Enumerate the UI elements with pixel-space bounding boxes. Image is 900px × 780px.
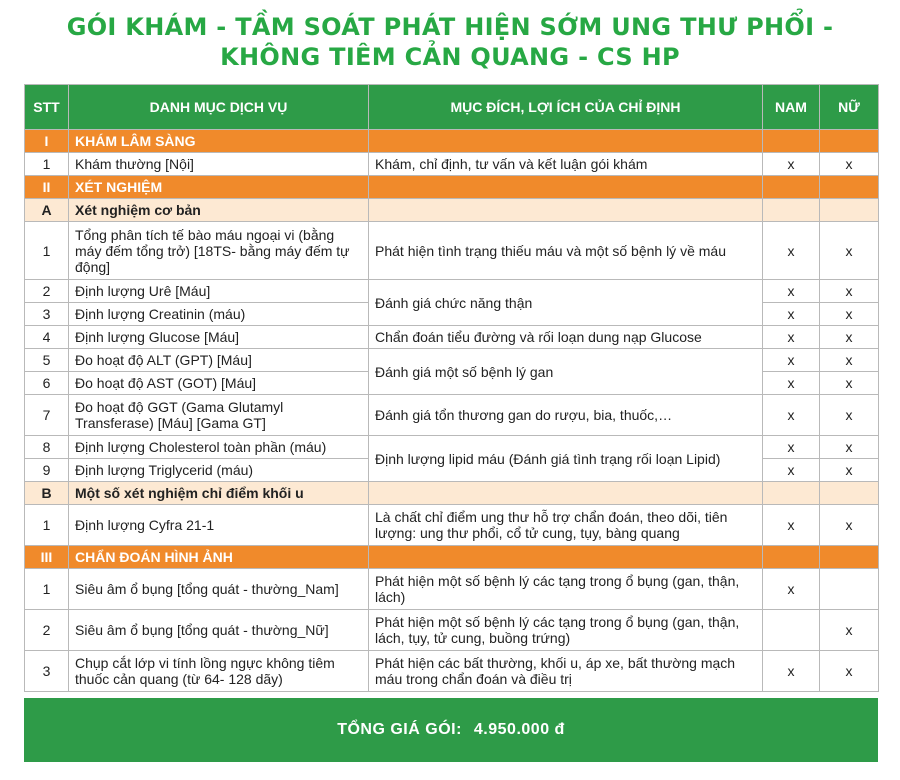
section-title: KHÁM LÂM SÀNG: [69, 130, 369, 153]
row-service: Định lượng Glucose [Máu]: [69, 326, 369, 349]
header-purpose: MỤC ĐÍCH, LỢI ÍCH CỦA CHỈ ĐỊNH: [369, 85, 763, 130]
row-male-mark: x: [763, 326, 820, 349]
row-male-mark: x: [763, 505, 820, 546]
table-row: [25, 651, 879, 692]
row-purpose: Phát hiện một số bệnh lý các tạng trong ổ bụng (gan, thận, lách, tụy, tử cung, buồng trứng): [369, 610, 763, 651]
header-male: NAM: [763, 85, 820, 130]
header-stt: STT: [25, 85, 69, 130]
section-row: [25, 130, 879, 153]
row-female-mark: x: [820, 280, 879, 303]
title-line-2: KHÔNG TIÊM CẢN QUANG - CS HP: [220, 43, 680, 71]
row-service: Định lượng Cyfra 21-1: [69, 505, 369, 546]
row-service: Định lượng Triglycerid (máu): [69, 459, 369, 482]
subsection-number: A: [25, 199, 69, 222]
row-male-mark: x: [763, 395, 820, 436]
row-purpose: Phát hiện tình trạng thiếu máu và một số bệnh lý về máu: [369, 222, 763, 280]
table-row: [25, 569, 879, 610]
row-male-mark: x: [763, 436, 820, 459]
table-row: [25, 349, 879, 372]
header-service: DANH MỤC DỊCH VỤ: [69, 85, 369, 130]
row-female-mark: x: [820, 395, 879, 436]
table-row: [25, 505, 879, 546]
row-purpose: Phát hiện một số bệnh lý các tạng trong ổ bụng (gan, thận, lách): [369, 569, 763, 610]
row-male-mark: [763, 610, 820, 651]
row-purpose: Phát hiện các bất thường, khối u, áp xe, bất thường mạch máu trong chẩn đoán và điều trị: [369, 651, 763, 692]
row-female-mark: x: [820, 349, 879, 372]
row-stt: 4: [25, 326, 69, 349]
row-male-mark: x: [763, 222, 820, 280]
subsection-number: B: [25, 482, 69, 505]
row-stt: 1: [25, 505, 69, 546]
total-price-banner: [24, 698, 878, 762]
row-female-mark: x: [820, 651, 879, 692]
row-male-mark: x: [763, 459, 820, 482]
row-purpose: Đánh giá một số bệnh lý gan: [369, 349, 763, 395]
row-service: Đo hoạt độ AST (GOT) [Máu]: [69, 372, 369, 395]
row-service: Siêu âm ổ bụng [tổng quát - thường_Nữ]: [69, 610, 369, 651]
table-header: [25, 85, 879, 130]
row-stt: 7: [25, 395, 69, 436]
table-row: [25, 222, 879, 280]
row-service: Đo hoạt độ GGT (Gama Glutamyl Transferase) [Máu] [Gama GT]: [69, 395, 369, 436]
service-table: [24, 84, 879, 692]
row-male-mark: x: [763, 303, 820, 326]
row-male-mark: x: [763, 372, 820, 395]
table-row: [25, 436, 879, 459]
row-female-mark: x: [820, 372, 879, 395]
row-service: Định lượng Creatinin (máu): [69, 303, 369, 326]
row-service: Định lượng Cholesterol toàn phần (máu): [69, 436, 369, 459]
row-service: Siêu âm ổ bụng [tổng quát - thường_Nam]: [69, 569, 369, 610]
row-purpose: Đánh giá chức năng thận: [369, 280, 763, 326]
row-service: Định lượng Urê [Máu]: [69, 280, 369, 303]
row-female-mark: x: [820, 303, 879, 326]
row-stt: 5: [25, 349, 69, 372]
section-title: XÉT NGHIỆM: [69, 176, 369, 199]
row-service: Đo hoạt độ ALT (GPT) [Máu]: [69, 349, 369, 372]
total-price-label: TỔNG GIÁ GÓI:: [337, 721, 462, 738]
row-male-mark: x: [763, 280, 820, 303]
row-female-mark: x: [820, 610, 879, 651]
section-title: CHẨN ĐOÁN HÌNH ẢNH: [69, 546, 369, 569]
row-stt: 1: [25, 222, 69, 280]
row-male-mark: x: [763, 349, 820, 372]
row-stt: 3: [25, 651, 69, 692]
section-number: III: [25, 546, 69, 569]
title-line-1: GÓI KHÁM - TẦM SOÁT PHÁT HIỆN SỚM UNG THƯ PHỔI -: [66, 13, 834, 41]
row-female-mark: x: [820, 153, 879, 176]
subsection-row: [25, 199, 879, 222]
row-female-mark: x: [820, 222, 879, 280]
table-row: [25, 153, 879, 176]
subsection-title: Một số xét nghiệm chỉ điểm khối u: [69, 482, 369, 505]
row-stt: 1: [25, 569, 69, 610]
row-male-mark: x: [763, 651, 820, 692]
row-female-mark: x: [820, 505, 879, 546]
section-number: I: [25, 130, 69, 153]
row-stt: 2: [25, 610, 69, 651]
total-price-value: 4.950.000 đ: [473, 721, 565, 738]
row-stt: 9: [25, 459, 69, 482]
row-purpose: Là chất chỉ điểm ung thư hỗ trợ chẩn đoán, theo dõi, tiên lượng: ung thư phổi, cổ tử cung, tụy, bàng quang: [369, 505, 763, 546]
row-purpose: Khám, chỉ định, tư vấn và kết luận gói khám: [369, 153, 763, 176]
row-male-mark: x: [763, 569, 820, 610]
row-female-mark: x: [820, 459, 879, 482]
row-female-mark: x: [820, 436, 879, 459]
row-service: Chụp cắt lớp vi tính lồng ngực không tiêm thuốc cản quang (từ 64- 128 dãy): [69, 651, 369, 692]
row-service: Khám thường [Nội]: [69, 153, 369, 176]
table-row: [25, 280, 879, 303]
row-purpose: Đánh giá tổn thương gan do rượu, bia, thuốc,…: [369, 395, 763, 436]
table-row: [25, 326, 879, 349]
table-row: [25, 610, 879, 651]
row-stt: 8: [25, 436, 69, 459]
row-service: Tổng phân tích tế bào máu ngoại vi (bằng máy đếm tổng trở) [18TS- bằng máy đếm tự động]: [69, 222, 369, 280]
row-stt: 2: [25, 280, 69, 303]
section-row: [25, 546, 879, 569]
row-stt: 3: [25, 303, 69, 326]
row-female-mark: [820, 569, 879, 610]
header-female: NỮ: [820, 85, 879, 130]
row-female-mark: x: [820, 326, 879, 349]
subsection-title: Xét nghiệm cơ bản: [69, 199, 369, 222]
row-purpose: Định lượng lipid máu (Đánh giá tình trạng rối loạn Lipid): [369, 436, 763, 482]
row-stt: 6: [25, 372, 69, 395]
row-stt: 1: [25, 153, 69, 176]
row-male-mark: x: [763, 153, 820, 176]
subsection-row: [25, 482, 879, 505]
page-title: [0, 0, 900, 70]
table-row: [25, 395, 879, 436]
row-purpose: Chẩn đoán tiểu đường và rối loạn dung nạp Glucose: [369, 326, 763, 349]
section-number: II: [25, 176, 69, 199]
section-row: [25, 176, 879, 199]
